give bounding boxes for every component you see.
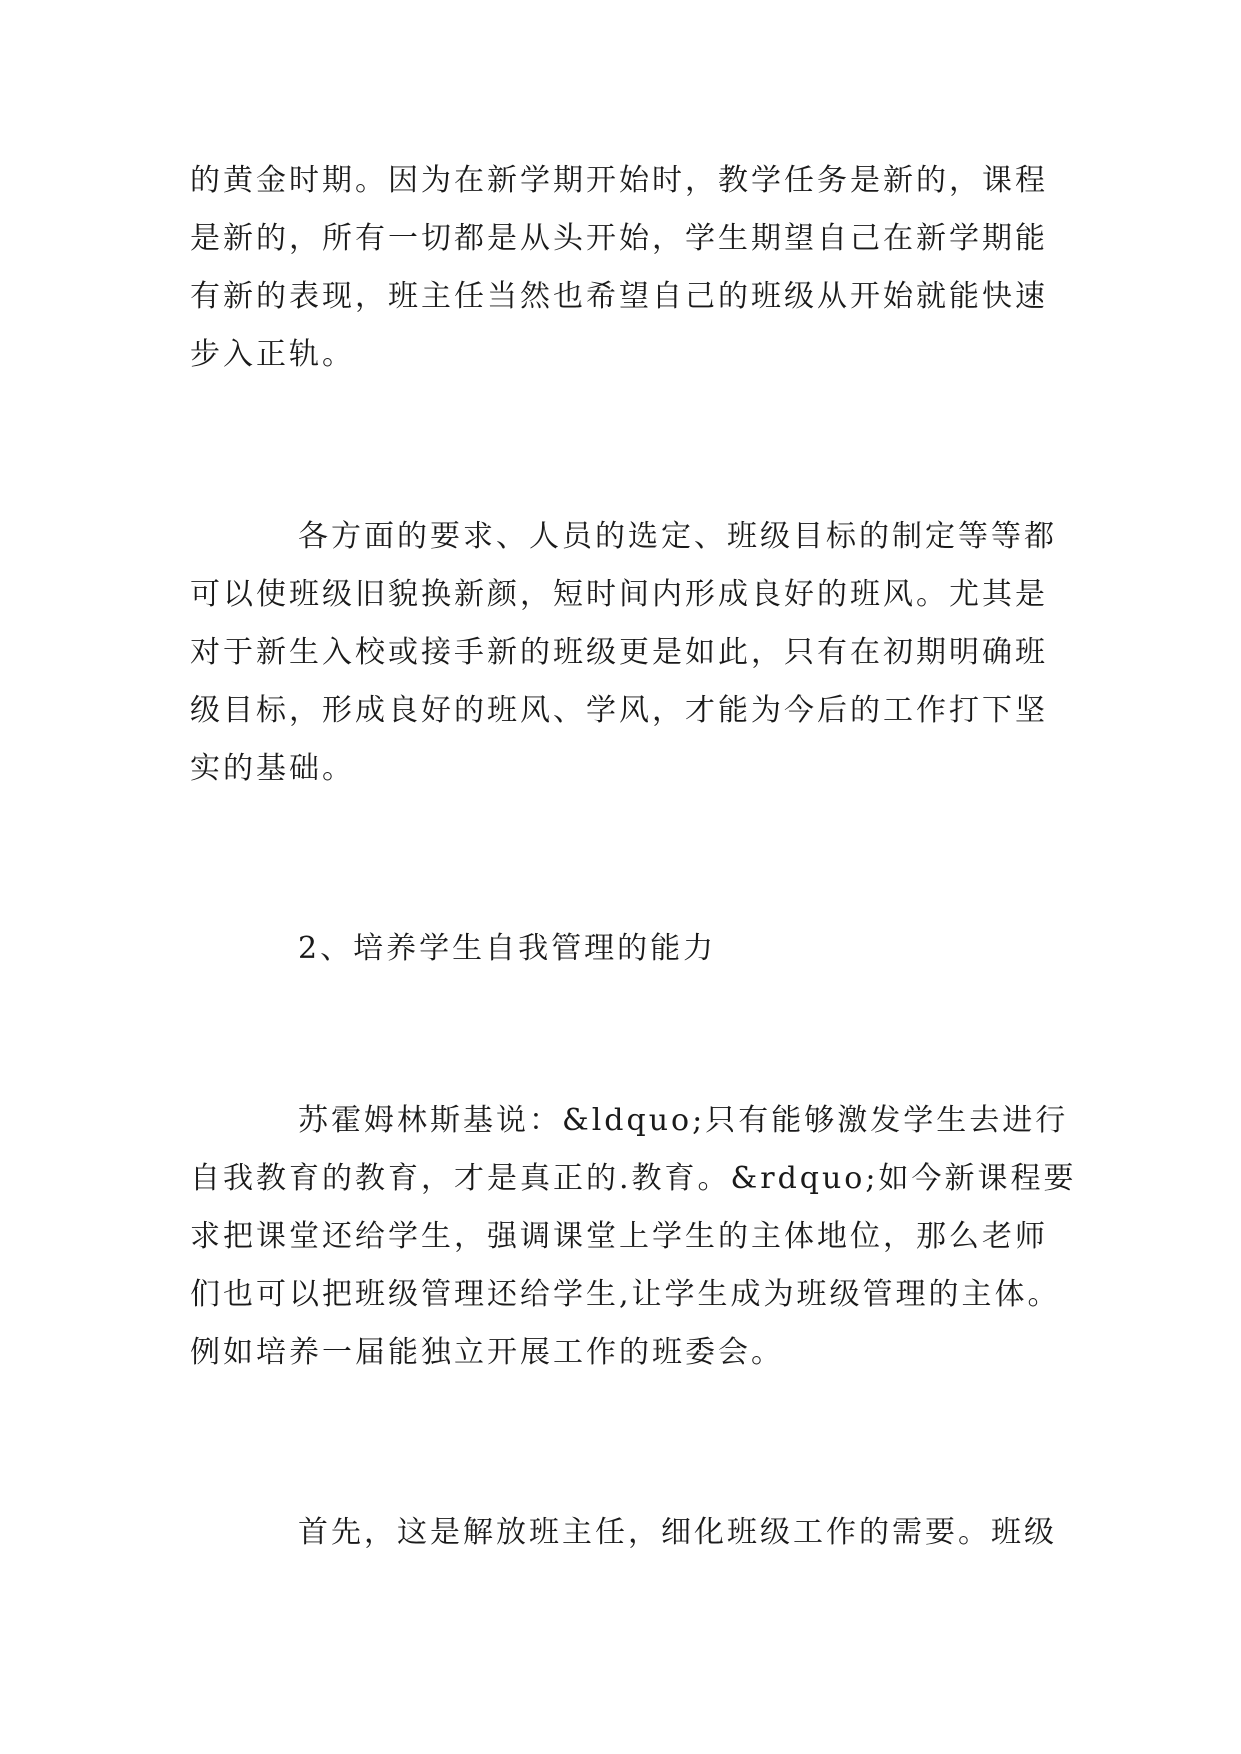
- text-line: 对于新生入校或接手新的班级更是如此，只有在初期明确班: [190, 635, 1048, 670]
- text-line: 求把课堂还给学生，强调课堂上学生的主体地位，那么老师: [190, 1219, 1048, 1254]
- paragraph-class-goals: [190, 508, 1057, 798]
- heading-text: 2、培养学生自我管理的能力: [298, 931, 717, 966]
- text-line: 自我教育的教育，才是真正的.教育。&rdquo;如今新课程要: [190, 1161, 1077, 1196]
- text-line: 们也可以把班级管理还给学生,让学生成为班级管理的主体。: [190, 1277, 1061, 1312]
- text-line: 的黄金时期。因为在新学期开始时，教学任务是新的，课程: [190, 163, 1048, 198]
- paragraph-self-management: [190, 1092, 1077, 1382]
- paragraph-first-point: [190, 1504, 1057, 1562]
- text-line: 实的基础。: [190, 751, 355, 786]
- text-line: 有新的表现，班主任当然也希望自己的班级从开始就能快速: [190, 279, 1048, 314]
- section-heading: [190, 920, 1050, 978]
- text-line: 是新的，所有一切都是从头开始，学生期望自己在新学期能: [190, 221, 1048, 256]
- text-line: 苏霍姆林斯基说：&ldquo;只有能够激发学生去进行: [298, 1103, 1069, 1138]
- text-line: 各方面的要求、人员的选定、班级目标的制定等等都: [298, 519, 1057, 554]
- text-line: 级目标，形成良好的班风、学风，才能为今后的工作打下坚: [190, 693, 1048, 728]
- text-line: 例如培养一届能独立开展工作的班委会。: [190, 1335, 784, 1370]
- text-line: 首先，这是解放班主任，细化班级工作的需要。班级: [298, 1515, 1057, 1550]
- text-line: 步入正轨。: [190, 337, 355, 372]
- text-line: 可以使班级旧貌换新颜，短时间内形成良好的班风。尤其是: [190, 577, 1048, 612]
- paragraph-golden-period: [190, 152, 1050, 384]
